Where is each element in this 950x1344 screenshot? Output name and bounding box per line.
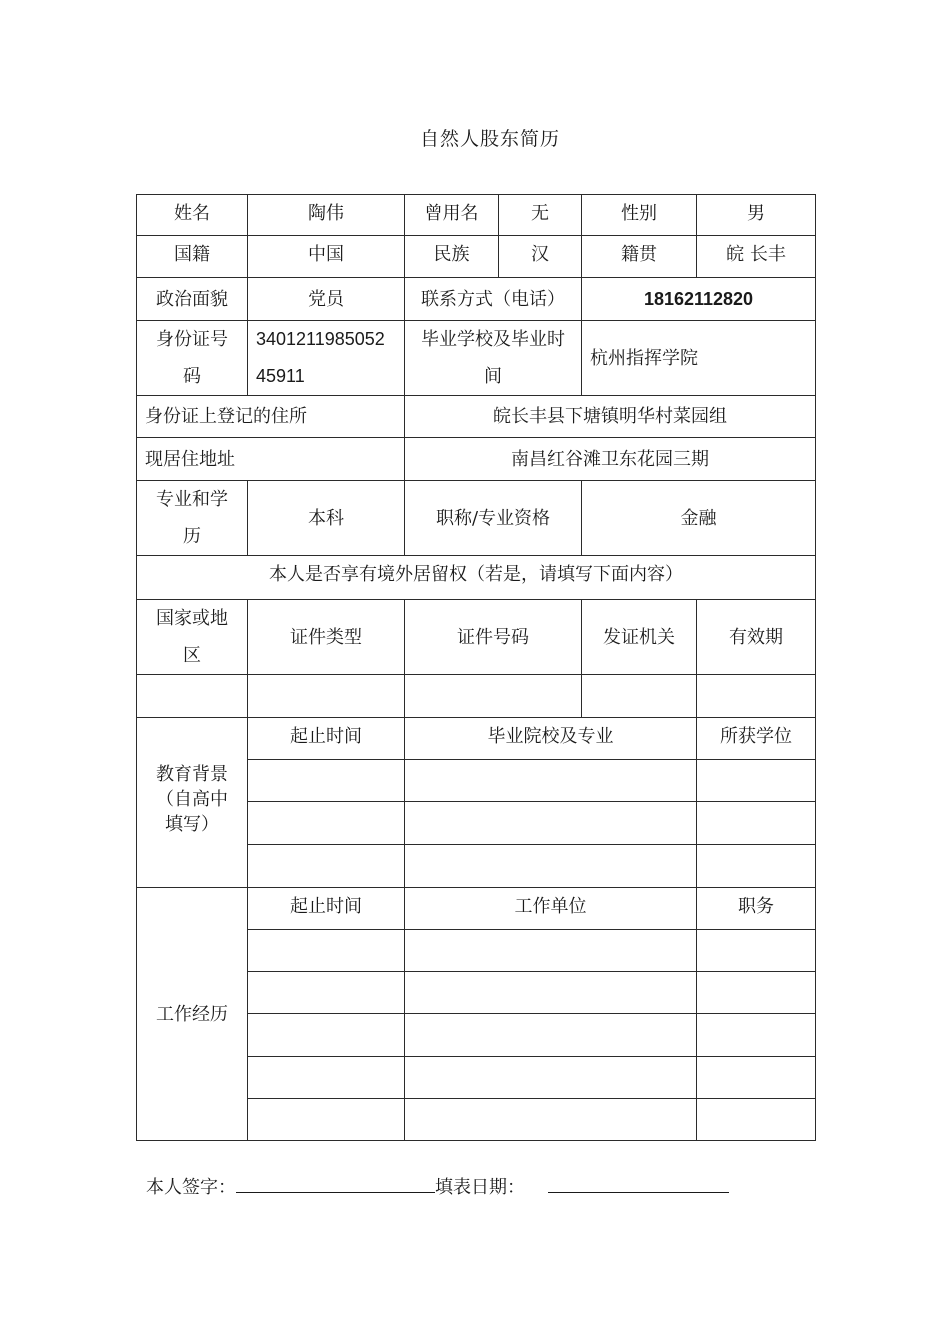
country-label bbox=[137, 600, 248, 675]
doc-number-label: 证件号码 bbox=[405, 600, 582, 675]
origin-value[interactable]: 皖 长丰 bbox=[697, 236, 816, 278]
id-number-value[interactable] bbox=[248, 321, 405, 396]
work-employer-cell[interactable] bbox=[405, 930, 697, 972]
work-period-cell[interactable] bbox=[248, 972, 405, 1014]
politics-label: 政治面貌 bbox=[137, 278, 248, 321]
education-school-cell[interactable] bbox=[405, 802, 697, 845]
contact-value[interactable]: 18162112820 bbox=[582, 278, 816, 321]
country-label-line2: 区 bbox=[183, 645, 201, 666]
major-label-line2: 历 bbox=[183, 526, 201, 547]
work-employer-cell[interactable] bbox=[405, 972, 697, 1014]
date-label: 填表日期： bbox=[435, 1177, 525, 1198]
name-label: 姓名 bbox=[137, 195, 248, 236]
country-cell[interactable] bbox=[137, 675, 248, 718]
work-position-header: 职务 bbox=[697, 888, 816, 930]
education-period-header: 起止时间 bbox=[248, 718, 405, 760]
education-period-cell[interactable] bbox=[248, 845, 405, 888]
work-position-cell[interactable] bbox=[697, 1014, 816, 1057]
education-period-cell[interactable] bbox=[248, 760, 405, 802]
education-school-cell[interactable] bbox=[405, 760, 697, 802]
nationality-label: 国籍 bbox=[137, 236, 248, 278]
gender-label: 性别 bbox=[582, 195, 697, 236]
signature-footer bbox=[146, 1172, 729, 1201]
work-employer-cell[interactable] bbox=[405, 1014, 697, 1057]
work-position-cell[interactable] bbox=[697, 930, 816, 972]
school-label-line2: 间 bbox=[484, 366, 502, 387]
id-number-label-line2: 码 bbox=[183, 366, 201, 387]
issuer-cell[interactable] bbox=[582, 675, 697, 718]
id-address-label: 身份证上登记的住所 bbox=[137, 396, 405, 438]
work-period-header: 起止时间 bbox=[248, 888, 405, 930]
major-label bbox=[137, 481, 248, 556]
doc-number-cell[interactable] bbox=[405, 675, 582, 718]
gender-value[interactable]: 男 bbox=[697, 195, 816, 236]
id-number-value-line1: 3401211985052 bbox=[256, 329, 385, 349]
date-line[interactable] bbox=[548, 1172, 729, 1193]
education-school-cell[interactable] bbox=[405, 845, 697, 888]
work-position-cell[interactable] bbox=[697, 1099, 816, 1141]
page-title: 自然人股东简历 bbox=[419, 128, 560, 150]
work-employer-cell[interactable] bbox=[405, 1099, 697, 1141]
current-address-label: 现居住地址 bbox=[137, 438, 405, 481]
signature-label: 本人签字： bbox=[146, 1177, 236, 1198]
id-number-label bbox=[137, 321, 248, 396]
contact-label: 联系方式（电话） bbox=[405, 278, 582, 321]
table-row bbox=[137, 481, 816, 556]
residency-question: 本人是否享有境外居留权（若是，请填写下面内容） bbox=[137, 556, 816, 600]
origin-label: 籍贯 bbox=[582, 236, 697, 278]
education-degree-cell[interactable] bbox=[697, 845, 816, 888]
doc-type-cell[interactable] bbox=[248, 675, 405, 718]
id-number-value-line2: 45911 bbox=[256, 366, 305, 386]
doc-type-label: 证件类型 bbox=[248, 600, 405, 675]
table-row bbox=[137, 438, 816, 481]
table-row bbox=[137, 195, 816, 236]
education-degree-cell[interactable] bbox=[697, 802, 816, 845]
table-row bbox=[137, 396, 816, 438]
table-row bbox=[137, 556, 816, 600]
work-period-cell[interactable] bbox=[248, 930, 405, 972]
table-row bbox=[137, 278, 816, 321]
ethnicity-label: 民族 bbox=[405, 236, 499, 278]
work-employer-cell[interactable] bbox=[405, 1057, 697, 1099]
work-period-cell[interactable] bbox=[248, 1014, 405, 1057]
validity-cell[interactable] bbox=[697, 675, 816, 718]
table-row bbox=[137, 600, 816, 675]
table-row bbox=[137, 888, 816, 930]
validity-label: 有效期 bbox=[697, 600, 816, 675]
education-label-line3: 填写） bbox=[165, 814, 219, 835]
professional-title-label: 职称/专业资格 bbox=[405, 481, 582, 556]
table-row bbox=[137, 718, 816, 760]
school-label bbox=[405, 321, 582, 396]
education-degree-header: 所获学位 bbox=[697, 718, 816, 760]
table-row bbox=[137, 236, 816, 278]
former-name-label: 曾用名 bbox=[405, 195, 499, 236]
id-address-value[interactable]: 皖长丰县下塘镇明华村菜园组 bbox=[405, 396, 816, 438]
table-row bbox=[137, 321, 816, 396]
ethnicity-value[interactable]: 汉 bbox=[499, 236, 582, 278]
work-history-label: 工作经历 bbox=[137, 888, 248, 1141]
country-label-line1: 国家或地 bbox=[156, 608, 228, 629]
education-label bbox=[137, 718, 248, 888]
education-period-cell[interactable] bbox=[248, 802, 405, 845]
politics-value[interactable]: 党员 bbox=[248, 278, 405, 321]
major-value[interactable]: 本科 bbox=[248, 481, 405, 556]
major-label-line1: 专业和学 bbox=[156, 489, 228, 510]
current-address-value[interactable]: 南昌红谷滩卫东花园三期 bbox=[405, 438, 816, 481]
former-name-value[interactable]: 无 bbox=[499, 195, 582, 236]
work-period-cell[interactable] bbox=[248, 1057, 405, 1099]
work-period-cell[interactable] bbox=[248, 1099, 405, 1141]
work-position-cell[interactable] bbox=[697, 1057, 816, 1099]
education-degree-cell[interactable] bbox=[697, 760, 816, 802]
education-label-line2: （自高中 bbox=[156, 789, 228, 810]
id-number-label-line1: 身份证号 bbox=[156, 329, 228, 350]
name-value[interactable]: 陶伟 bbox=[248, 195, 405, 236]
resume-form-table bbox=[136, 194, 816, 1141]
nationality-value[interactable]: 中国 bbox=[248, 236, 405, 278]
table-row bbox=[137, 675, 816, 718]
school-value[interactable]: 杭州指挥学院 bbox=[582, 321, 816, 396]
education-label-line1: 教育背景 bbox=[156, 764, 228, 785]
education-school-header: 毕业院校及专业 bbox=[405, 718, 697, 760]
school-label-line1: 毕业学校及毕业时 bbox=[421, 329, 565, 350]
issuer-label: 发证机关 bbox=[582, 600, 697, 675]
work-employer-header: 工作单位 bbox=[405, 888, 697, 930]
professional-title-value[interactable]: 金融 bbox=[582, 481, 816, 556]
work-position-cell[interactable] bbox=[697, 972, 816, 1014]
signature-line[interactable] bbox=[236, 1172, 435, 1193]
